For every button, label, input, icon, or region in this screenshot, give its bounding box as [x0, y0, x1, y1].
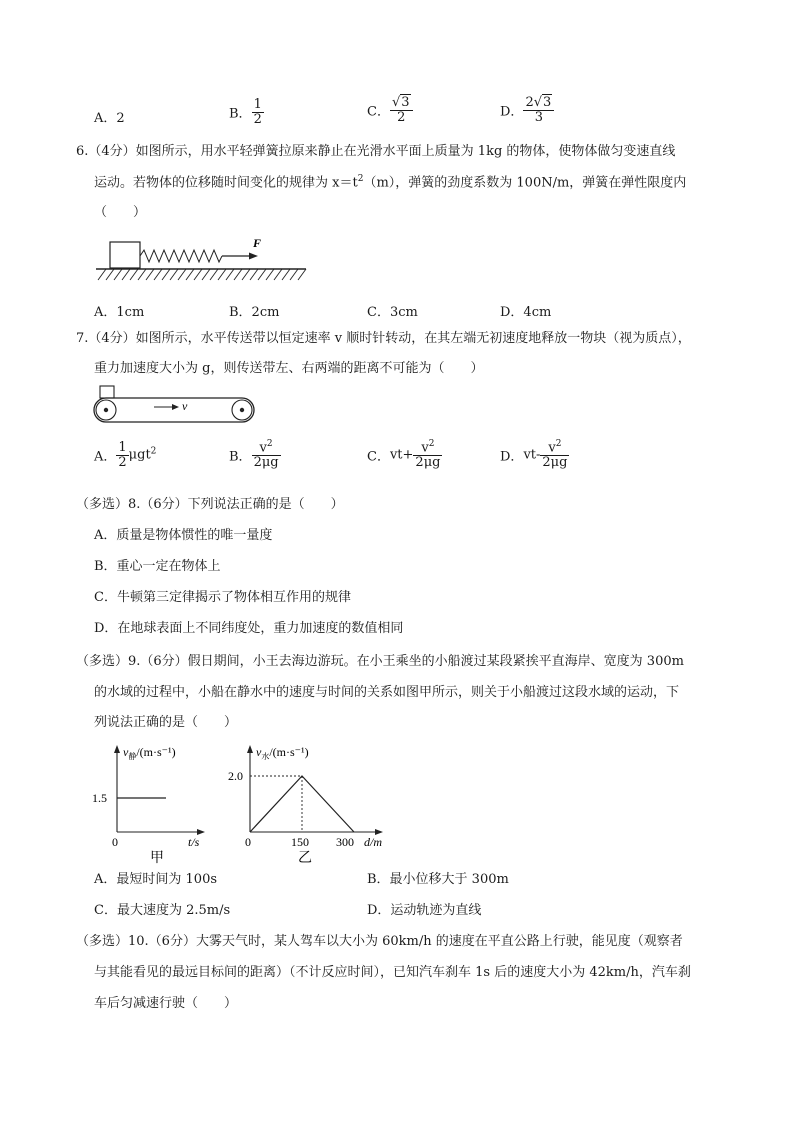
graph-yi	[230, 740, 400, 864]
q6-answer-paren: （ ）	[94, 205, 147, 220]
origin-label: 0	[112, 835, 118, 849]
fraction: $\frac{2√3}{3}$	[523, 96, 554, 124]
belt	[94, 398, 254, 422]
fraction: $\frac{√3}{2}$	[390, 96, 413, 124]
q6-option-d: D．4cm	[500, 305, 552, 320]
block	[110, 242, 140, 268]
caption-jia: 甲	[150, 851, 164, 866]
q5-option-d: D． $\frac{2√3}{3}$	[500, 96, 554, 124]
q5-option-a: A．2	[94, 111, 125, 126]
q10-line2: 与其能看见的最远目标间的距离）（不计反应时间），已知汽车刹车 1s 后的速度大小为 42km/h，汽车刹	[94, 965, 691, 980]
q9-line2: 的水域的过程中，小船在静水中的速度与时间的关系如图甲所示，则关于小船渡过这段水域的运动，下	[94, 685, 680, 700]
force-label: F	[253, 236, 262, 250]
velocity-label: v	[182, 399, 188, 413]
q7-option-a: A． $\frac{1}{2}$ μgt$^2$	[94, 440, 157, 470]
q9-line3: 列说法正确的是（ ）	[94, 715, 238, 730]
block	[100, 386, 114, 398]
q9-line1: （多选）9.（6分）假日期间，小王去海边游玩。在小王乘坐的小船渡过某段紧挨平直海岸、宽度为 300m	[76, 654, 684, 669]
q9-option-a: A．最短时间为 100s	[94, 872, 218, 887]
q8-stem: （多选）8.（6分）下列说法正确的是（ ）	[76, 497, 344, 512]
q7-option-b: B． $\frac{v^2}{2\mu g}$	[229, 439, 279, 470]
q6-option-a: A．1cm	[94, 305, 145, 320]
y-axis-label: $v_静/(m\cdot s^{-1})$	[123, 745, 176, 761]
arrow-head	[249, 253, 258, 260]
y-tick-label: 2.0	[228, 769, 243, 783]
q9-option-b: B．最小位移大于 300m	[367, 872, 509, 887]
q6-option-c: C．3cm	[367, 305, 418, 320]
q9-option-c: C．最大速度为 2.5m/s	[94, 903, 231, 918]
y-axis-arrow	[114, 745, 120, 753]
ground-hatch	[98, 269, 306, 280]
x-axis-label: d/m	[364, 835, 382, 849]
q8-option-b: B．重心一定在物体上	[94, 559, 221, 574]
fraction: $\frac{1}{2}$	[253, 97, 262, 127]
caption-yi: 乙	[298, 851, 312, 866]
q5-option-b: B． $\frac{1}{2}$	[229, 97, 262, 127]
spring-block-diagram	[92, 236, 312, 286]
x-axis-label: t/s	[188, 835, 200, 849]
q7-line1: 7.（4分）如图所示，水平传送带以恒定速率 v 顺时针转动，在其左端无初速度地释放一物块（视为质点），	[76, 331, 691, 346]
graph-jia	[92, 740, 222, 864]
q7-option-d: D．vt- $\frac{v^2}{2\mu g}$	[500, 439, 568, 470]
x-tick-label-150: 150	[291, 835, 309, 849]
q5-option-c: C． $\frac{√3}{2}$	[367, 96, 413, 124]
x-tick-label-300: 300	[336, 835, 354, 849]
q10-line1: （多选）10.（6分）大雾天气时，某人驾车以大小为 60km/h 的速度在平直公路上行驶，能见度（观察者	[76, 934, 683, 949]
q10-line3: 车后匀减速行驶（ ）	[94, 996, 238, 1011]
y-axis-arrow	[247, 745, 253, 753]
spring	[140, 250, 222, 262]
q8-option-c: C．牛顿第三定律揭示了物体相互作用的规律	[94, 590, 351, 605]
q9-option-d: D．运动轨迹为直线	[367, 903, 482, 918]
q8-option-d: D．在地球表面上不同纬度处，重力加速度的数值相同	[94, 621, 404, 636]
q8-option-a: A．质量是物体惯性的唯一量度	[94, 528, 273, 543]
origin-label: 0	[245, 835, 251, 849]
conveyor-belt-diagram	[90, 384, 260, 426]
y-tick-label: 1.5	[92, 791, 107, 805]
q6-line1: 6.（4分）如图所示，用水平轻弹簧拉原来静止在光滑水平面上质量为 1kg 的物体，使物体做匀变速直线	[76, 144, 676, 159]
q6-option-b: B．2cm	[229, 305, 280, 320]
q7-line2: 重力加速度大小为 g，则传送带左、右两端的距离不可能为（ ）	[94, 361, 484, 376]
y-axis-label: $v_水/(m\cdot s^{-1})$	[256, 745, 309, 761]
q6-line2: 运动。若物体的位移随时间变化的规律为 $x=t^2(m)$，弹簧的劲度系数为 100N/m，弹簧在弹性限度内	[94, 174, 687, 191]
q7-option-c: C．vt+ $\frac{v^2}{2\mu g}$	[367, 439, 441, 470]
